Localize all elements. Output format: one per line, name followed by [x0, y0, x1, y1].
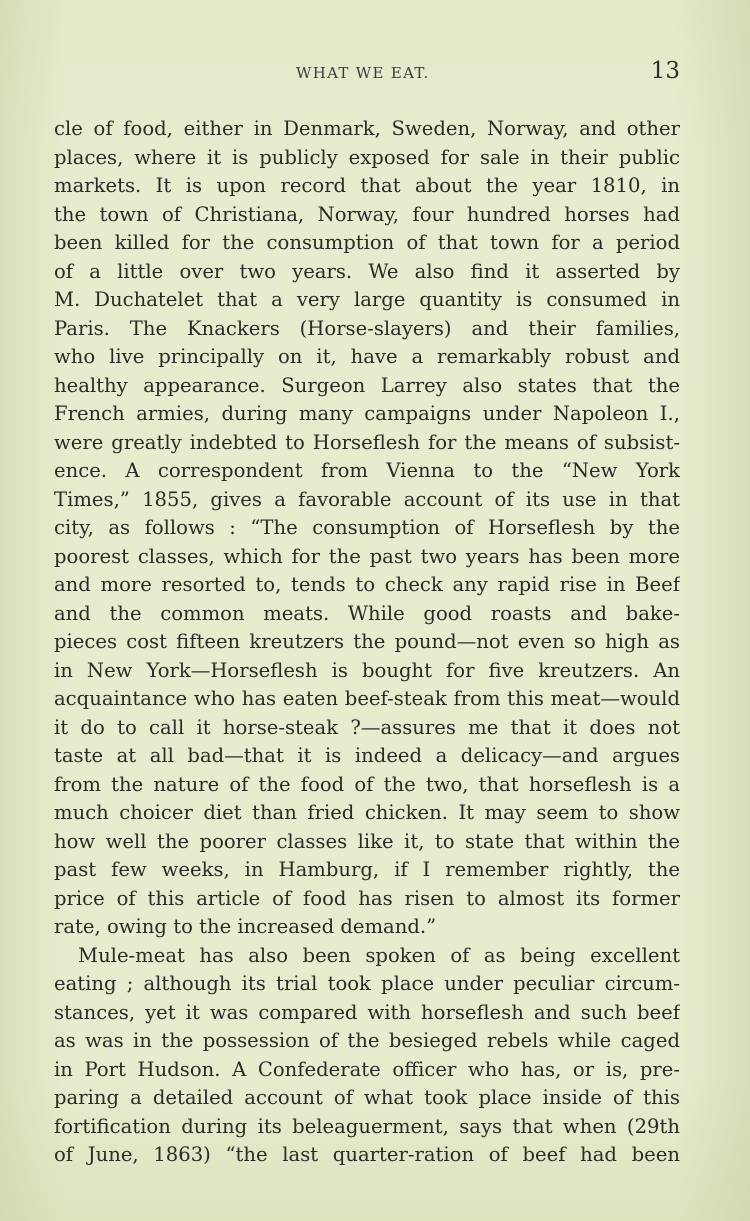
- running-header-title: WHAT WE EAT.: [296, 64, 430, 82]
- text-line: cle of food, either in Denmark, Sweden, Norway, and other: [54, 117, 680, 140]
- text-line: as was in the possession of the besieged rebels while caged: [54, 1029, 680, 1052]
- text-line: were greatly indebted to Horseflesh for the means of subsist-: [54, 430, 680, 454]
- paragraph-last-line: rate, owing to the increased demand.”: [54, 915, 437, 938]
- text-line: of a little over two years. We also find it asserted by: [54, 259, 680, 283]
- paragraph-first-line: Mule-meat has also been spoken of as being excellent: [78, 943, 680, 967]
- text-line: healthy appearance. Surgeon Larrey also states that the: [54, 373, 680, 397]
- body-text: [54, 115, 680, 1170]
- text-line: acquaintance who has eaten beef-steak from this meat—would: [54, 687, 680, 710]
- text-line: been killed for the consumption of that town for a period: [54, 231, 680, 254]
- text-line: M. Duchatelet that a very large quantity is consumed in: [54, 288, 680, 311]
- text-line: much choicer diet than fried chicken. It may seem to show: [54, 801, 680, 824]
- text-line: city, as follows : “The consumption of Horseflesh by the: [54, 516, 680, 539]
- text-line: of June, 1863) “the last quarter-ration of beef had been: [54, 1143, 680, 1166]
- text-line: who live principally on it, have a remarkably robust and: [54, 345, 680, 368]
- text-line: poorest classes, which for the past two years has been more: [54, 544, 680, 568]
- text-line: from the nature of the food of the two, that horseflesh is a: [54, 772, 680, 796]
- text-line: and the common meats. While good roasts and bake-: [54, 601, 680, 625]
- text-line: how well the poorer classes like it, to state that within the: [54, 829, 680, 853]
- text-line: it do to call it horse-steak ?—assures me that it does not: [54, 715, 680, 739]
- text-line: the town of Christiana, Norway, four hundred horses had: [54, 202, 680, 226]
- text-line: price of this article of food has risen to almost its former: [54, 886, 680, 910]
- text-line: Times,” 1855, gives a favorable account of its use in that: [54, 487, 680, 511]
- text-line: places, where it is publicly exposed for sale in their public: [54, 145, 680, 169]
- text-line: ence. A correspondent from Vienna to the “New York: [54, 459, 680, 482]
- text-line: eating ; although its trial took place under peculiar circum-: [54, 972, 680, 995]
- text-line: past few weeks, in Hamburg, if I remember rightly, the: [54, 858, 680, 881]
- text-line: Paris. The Knackers (Horse-slayers) and their families,: [54, 316, 680, 340]
- text-line: markets. It is upon record that about the year 1810, in: [54, 174, 680, 197]
- page-number: 13: [650, 58, 680, 84]
- text-line: and more resorted to, tends to check any rapid rise in Beef: [54, 573, 680, 596]
- text-line: fortification during its beleaguerment, says that when (29th: [54, 1114, 680, 1138]
- text-line: taste at all bad—that it is indeed a delicacy—and argues: [54, 744, 680, 767]
- text-line: in New York—Horseflesh is bought for five kreutzers. An: [54, 658, 680, 682]
- text-line: French armies, during many campaigns under Napoleon I.,: [54, 402, 680, 425]
- text-line: in Port Hudson. A Confederate officer who has, or is, pre-: [54, 1057, 680, 1081]
- text-line: paring a detailed account of what took place inside of this: [54, 1086, 680, 1109]
- text-line: stances, yet it was compared with horseflesh and such beef: [54, 1000, 680, 1024]
- text-line: pieces cost fifteen kreutzers the pound—not even so high as: [54, 630, 680, 653]
